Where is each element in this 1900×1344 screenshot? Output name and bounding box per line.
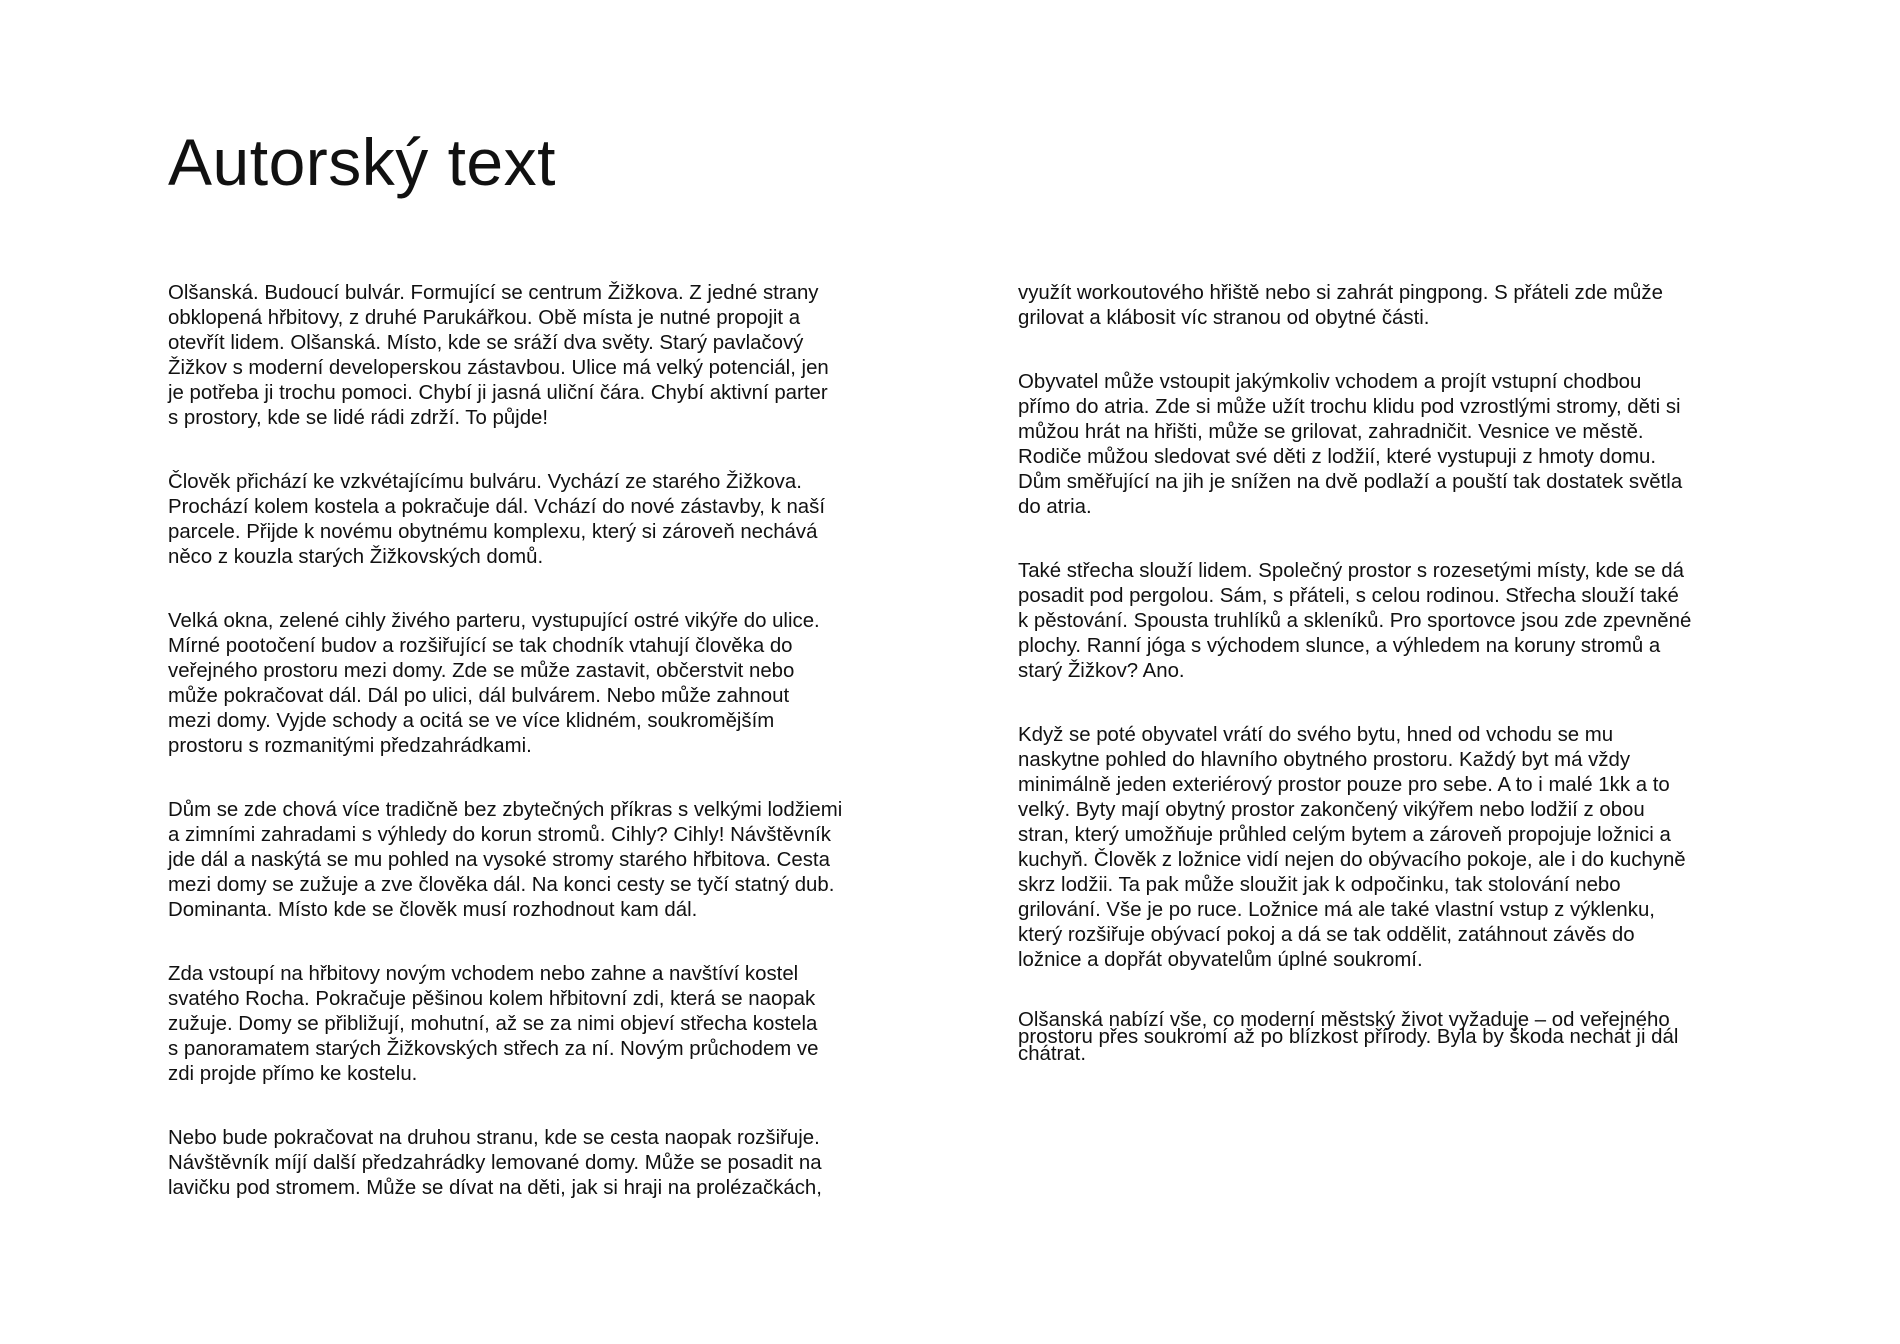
- paragraph: Člověk přichází ke vzkvétajícímu bulváru. Vychází ze starého Žižkova. Prochází kolem kostela a pokračuje dál. Vchází do nové zástavby, k naší parcele. Přijde k novému obytnému komplexu, který si zároveň nechává něco z kouzla starých Žižkovských domů.: [168, 471, 825, 568]
- paragraph: Nebo bude pokračovat na druhou stranu, kde se cesta naopak rozšiřuje. Návštěvník míjí další předzahrádky lemované domy. Může se posadit na lavičku pod stromem. Může se dívat na děti, jak si hraji na prolézačkách,: [168, 1127, 822, 1199]
- paragraph: využít workoutového hřiště nebo si zahrát pingpong. S přáteli zde může grilovat a klábosit víc stranou od obytné části.: [1018, 282, 1663, 329]
- paragraph: Obyvatel může vstoupit jakýmkoliv vchodem a projít vstupní chodbou přímo do atria. Zde si může užít trochu klidu pod vzrostlými stromy, děti si můžou hrát na hřišti, může se grilovat, zahradničit. Vesnice ve městě. Rodiče můžou sledovat své děti z lodžií, které vystupuji z hmoty domu. Dům směřující na jih je snížen na dvě podlaží a pouští tak dostatek světla do atria.: [1018, 371, 1683, 518]
- closing-paragraph: Olšanská nabízí vše, co moderní městský život vyžaduje – od veřejného prostoru přes soukromí až po blízkost přírody. Byla by škoda nechat ji dál chátrat.: [1018, 1009, 1679, 1065]
- paragraph: Dům se zde chová více tradičně bez zbytečných příkras s velkými lodžiemi a zimními zahradami s výhledy do korun stromů. Cihly? Cihly! Návštěvník jde dál a naskýtá se mu pohled na vysoké stromy starého hřbitova. Cesta mezi domy se zužuje a zve člověka dál. Na konci cesty se tyčí statný dub. Dominanta. Místo kde se člověk musí rozhodnout kam dál.: [168, 799, 843, 921]
- left-text-column: [168, 281, 928, 1240]
- paragraph: Velká okna, zelené cihly živého parteru, vystupující ostré vikýře do ulice. Mírné pootočení budov a rozšiřující se tak chodník vtahují člověka do veřejného prostoru mezi domy. Zde se může zastavit, občerstvit nebo může pokračovat dál. Dál po ulici, dál bulvárem. Nebo může zahnout mezi domy. Vyjde schody a ocitá se ve více klidném, soukromějším prostoru s rozmanitými předzahrádkami.: [168, 610, 820, 757]
- right-text-column: [1018, 281, 1788, 1102]
- page-title: Autorský text: [168, 125, 556, 199]
- paragraph: Také střecha slouží lidem. Společný prostor s rozesetými místy, kde se dá posadit pod pergolou. Sám, s přáteli, s celou rodinou. Střecha slouží také k pěstování. Spousta truhlíků a skleníků. Pro sportovce jsou zde zpevněné plochy. Ranní jóga s východem slunce, a výhledem na koruny stromů a starý Žižkov? Ano.: [1018, 560, 1692, 682]
- paragraph: Zda vstoupí na hřbitovy novým vchodem nebo zahne a navštíví kostel svatého Rocha. Pokračuje pěšinou kolem hřbitovní zdi, která se naopak zužuje. Domy se přibližují, mohutní, až se za nimi objeví střecha kostela s panoramatem starých Žižkovských střech za ní. Novým průchodem ve zdi projde přímo ke kostelu.: [168, 963, 819, 1085]
- paragraph: Olšanská. Budoucí bulvár. Formující se centrum Žižkova. Z jedné strany obklopená hřbitovy, z druhé Parukářkou. Obě místa je nutné propojit a otevřít lidem. Olšanská. Místo, kde se sráží dva světy. Starý pavlačový Žižkov s moderní developerskou zástavbou. Ulice má velký potenciál, jen je potřeba ji trochu pomoci. Chybí ji jasná uliční čára. Chybí aktivní parter s prostory, kde se lidé rádi zdrží. To půjde!: [168, 282, 829, 429]
- paragraph: Když se poté obyvatel vrátí do svého bytu, hned od vchodu se mu naskytne pohled do hlavního obytného prostoru. Každý byt má vždy minimálně jeden exteriérový prostor pouze pro sebe. A to i malé 1kk a to velký. Byty mají obytný prostor zakončený vikýřem nebo lodžií z obou stran, který umožňuje průhled celým bytem a zároveň propojuje ložnici a kuchyň. Člověk z ložnice vidí nejen do obývacího pokoje, ale i do kuchyně skrz lodžii. Ta pak může sloužit jak k odpočinku, tak stolování nebo grilování. Vše je po ruce. Ložnice má ale také vlastní vstup z výklenku, který rozšiřuje obývací pokoj a dá se tak oddělit, zatáhnout závěs do ložnice a dopřát obyvatelům úplné soukromí.: [1018, 724, 1686, 971]
